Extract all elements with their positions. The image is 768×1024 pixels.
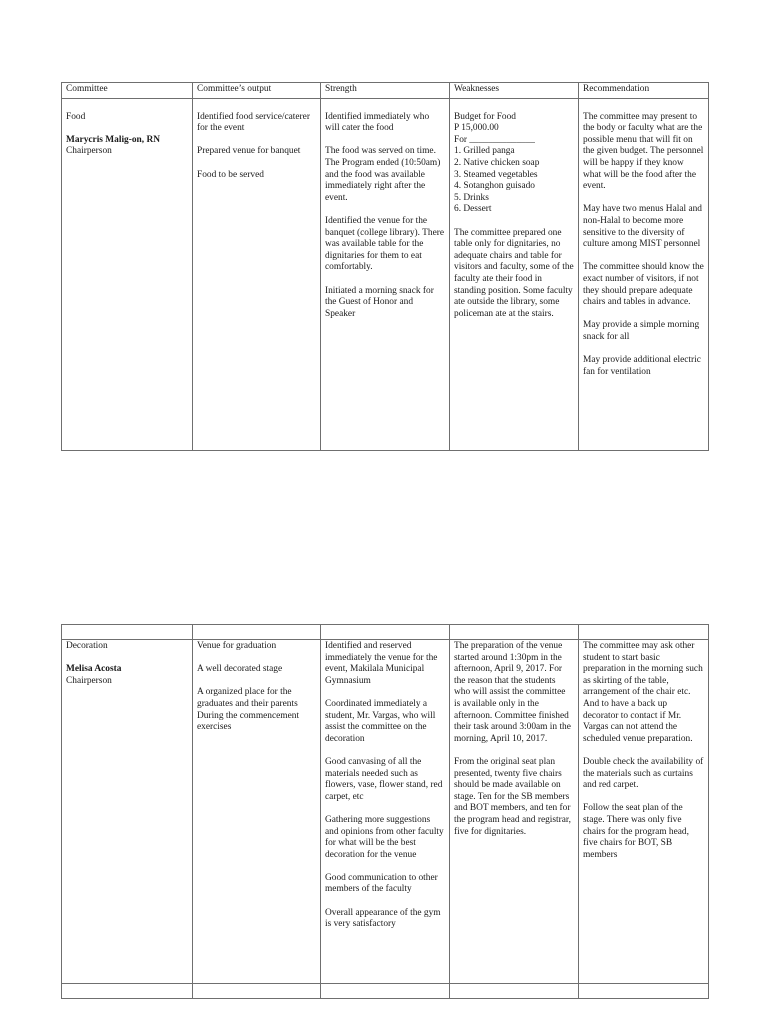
committee-name: Decoration <box>66 641 108 651</box>
strength-cell <box>321 640 450 984</box>
strength-item: Identified the venue for the banquet (college library). There was available table for the dignitaries for them to eat comfortably. <box>325 215 445 273</box>
recommendation-cell <box>579 98 709 450</box>
committee-cell <box>62 640 193 984</box>
recommendation-item: May provide a simple morning snack for all <box>583 320 700 342</box>
strength-item: Identified immediately who will cater the food <box>325 111 430 134</box>
strength-item: Good canvasing of all the materials needed such as flowers, vase, flower stand, red carpet, etc <box>325 756 443 802</box>
chairperson-name: Marycris Malig-on, RN <box>66 134 160 145</box>
recommendation-cell <box>579 640 709 984</box>
chairperson-role: Chairperson <box>66 146 112 157</box>
output-item: Prepared venue for banquet <box>197 146 301 157</box>
recommendation-item: May have two menus Halal and non-Halal to become more sensitive to the diversity of culture among MIST personnel <box>583 204 702 250</box>
recommendation-item: Follow the seat plan of the stage. There was only five chairs for the program head, five chairs for BOT, SB members <box>583 803 689 860</box>
weaknesses-cell <box>450 640 579 984</box>
header-weaknesses: Weaknesses <box>450 83 579 99</box>
chairperson-name: Melisa Acosta <box>66 664 122 675</box>
output-cell <box>193 98 321 450</box>
blank-footer-row <box>62 984 709 999</box>
output-item: A well decorated stage <box>197 664 283 675</box>
blank-header-row <box>62 625 709 640</box>
weaknesses-cell <box>450 98 579 450</box>
strength-item: Gathering more suggestions and opinions from other faculty for what will be the best decoration for the venue <box>325 814 444 860</box>
header-output: Committee’s output <box>193 83 321 99</box>
strength-cell <box>321 98 450 450</box>
recommendation-item: Double check the availability of the materials such as curtains and red carpet. <box>583 756 704 791</box>
header-recommendation: Recommendation <box>579 83 709 99</box>
committee-cell <box>62 98 193 450</box>
output-item: Venue for graduation <box>197 641 277 651</box>
output-item: Food to be served <box>197 169 264 180</box>
food-committee-table <box>61 82 709 451</box>
table-row <box>62 640 709 984</box>
recommendation-item: The committee may ask other student to start basic preparation in the morning such as skirting of the table, arrangement of the chair etc. And to have a back up decorator to contact if Mr. Vargas can not attend the scheduled venue preparation. <box>583 641 703 744</box>
recommendation-item: The committee should know the exact number of visitors, if not they should prepare adequate chairs and tables in advance. <box>583 262 704 308</box>
weakness-item: The preparation of the venue started around 1:30pm in the afternoon, April 9, 2017. For the reason that the students who will assist the committee is available only in the afternoon. Committee finished their task around 3:00am in the morning, April 10, 2017. <box>454 641 571 744</box>
strength-item: Good communication to other members of the faculty <box>325 872 438 895</box>
recommendation-item: May provide additional electric fan for ventilation <box>583 355 701 377</box>
output-cell <box>193 640 321 984</box>
decoration-committee-table <box>61 624 709 999</box>
weakness-item: The committee prepared one table only for dignitaries, no adequate chairs and table for visitors and faculty, some of the faculty ate their food in standing position. Some faculty ate outside the library, some policeman ate at the stairs. <box>454 227 574 319</box>
strength-item: Coordinated immediately a student, Mr. Vargas, who will assist the committee on the decoration <box>325 698 436 744</box>
header-strength: Strength <box>321 83 450 99</box>
output-item: Identified food service/caterer for the event <box>197 111 310 134</box>
recommendation-item: The committee may present to the body or faculty what are the possible menu that will fit on the given budget. The personnel will be happy if they know what will be the food after the event. <box>583 111 704 192</box>
table-header-row <box>62 83 709 99</box>
output-item: A organized place for the graduates and their parents During the commencement exercises <box>197 687 300 733</box>
strength-item: Overall appearance of the gym is very satisfactory <box>325 907 441 930</box>
weakness-item: Budget for Food P 15,000.00 For ______________ 1. Grilled panga 2. Native chicken soap 3. Steamed vegetables 4. Sotanghon guisado 5. Drinks 6. Dessert <box>454 111 540 215</box>
chairperson-role: Chairperson <box>66 675 112 686</box>
strength-item: The food was served on time. The Program ended (10:50am) and the food was available immediately right after the event. <box>325 146 441 203</box>
header-committee: Committee <box>62 83 193 99</box>
committee-name: Food <box>66 111 86 122</box>
strength-item: Identified and reserved immediately the venue for the event, Makilala Municipal Gymnasium <box>325 641 438 686</box>
table-row <box>62 98 709 450</box>
weakness-item: From the original seat plan presented, twenty five chairs should be made available on stage. Ten for the SB members and BOT members, and ten for the program head and registrar, five for dignitaries. <box>454 756 572 837</box>
strength-item: Initiated a morning snack for the Guest of Honor and Speaker <box>325 285 434 319</box>
